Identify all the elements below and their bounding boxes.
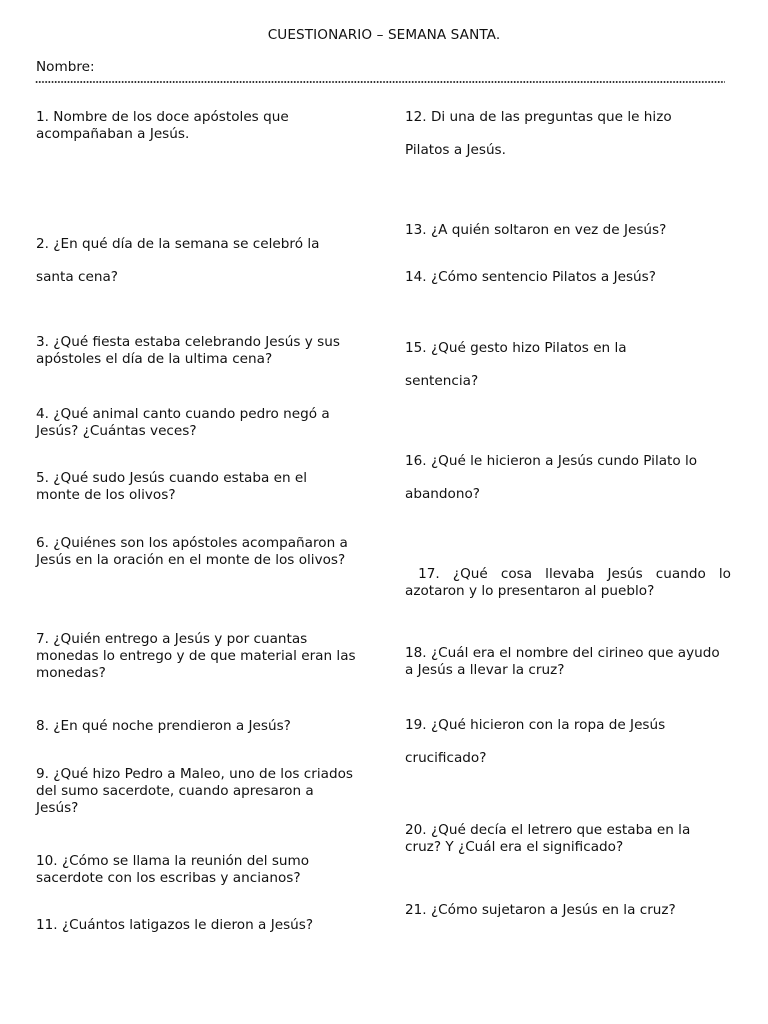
question-16: 16. ¿Qué le hicieron a Jesús cundo Pilato lo abandono? [405,453,698,502]
question-20: 20. ¿Qué decía el letrero que estaba en la cruz? Y ¿Cuál era el significado? [405,822,691,855]
question-11: 11. ¿Cuántos latigazos le dieron a Jesús? [36,917,314,933]
question-19: 19. ¿Qué hicieron con la ropa de Jesús crucificado? [405,717,666,766]
question-5: 5. ¿Qué sudo Jesús cuando estaba en el monte de los olivos? [36,470,308,503]
question-10: 10. ¿Cómo se llama la reunión del sumo sacerdote con los escribas y ancianos? [36,853,310,886]
question-12: 12. Di una de las preguntas que le hizo Pilatos a Jesús. [405,109,672,158]
question-1: 1. Nombre de los doce apóstoles que acompañaban a Jesús. [36,109,289,142]
worksheet-title: CUESTIONARIO – SEMANA SANTA. [267,27,501,43]
question-21: 21. ¿Cómo sujetaron a Jesús en la cruz? [405,902,676,918]
question-13: 13. ¿A quién soltaron en vez de Jesús? [405,222,667,238]
question-3: 3. ¿Qué fiesta estaba celebrando Jesús y sus apóstoles el día de la ultima cena? [36,334,340,367]
question-7: 7. ¿Quién entrego a Jesús y por cuantas monedas lo entrego y de que material eran las monedas? [36,631,356,681]
question-9: 9. ¿Qué hizo Pedro a Maleo, uno de los criados del sumo sacerdote, cuando apresaron a Jesús? [36,766,353,816]
question-2: 2. ¿En qué día de la semana se celebró la santa cena? [36,236,320,285]
name-dotted-line [35,80,725,84]
question-6: 6. ¿Quiénes son los apóstoles acompañaron a Jesús en la oración en el monte de los olivos? [36,535,348,568]
question-18: 18. ¿Cuál era el nombre del cirineo que ayudo a Jesús a llevar la cruz? [405,645,720,678]
question-14: 14. ¿Cómo sentencio Pilatos a Jesús? [405,269,656,285]
question-8: 8. ¿En qué noche prendieron a Jesús? [36,718,291,734]
question-17: 17. ¿Qué cosa llevaba Jesús cuando lo azotaron y lo presentaron al pueblo? [405,566,736,599]
name-label: Nombre: [36,59,95,75]
question-4: 4. ¿Qué animal canto cuando pedro negó a Jesús? ¿Cuántas veces? [36,406,330,439]
question-15: 15. ¿Qué gesto hizo Pilatos en la sentencia? [405,340,627,389]
